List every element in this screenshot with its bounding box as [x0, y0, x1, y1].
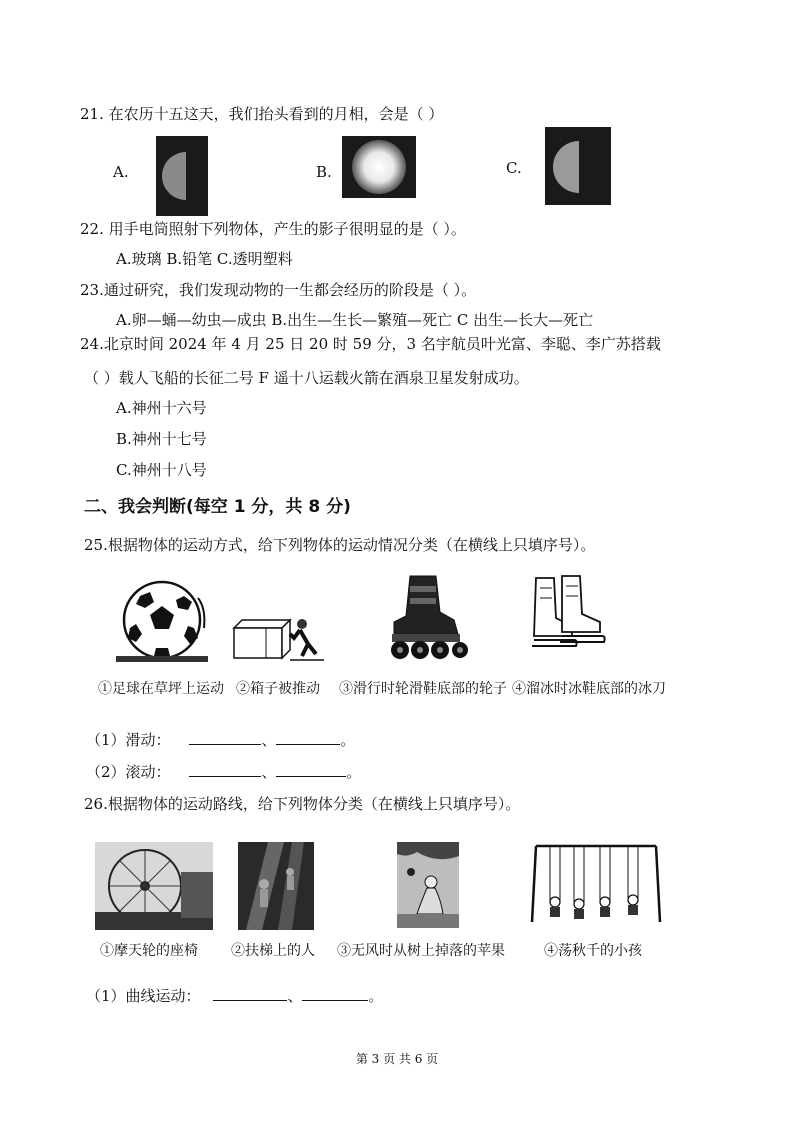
soccer-ball-image — [112, 578, 212, 664]
q25-caption-2: ②箱子被推动 — [236, 681, 320, 697]
q25-caption-4: ④溜冰时冰鞋底部的冰刀 — [512, 681, 666, 697]
q26-curve-label: （1）曲线运动： — [86, 987, 201, 1005]
question-24-option-b: B.神州十七号 — [116, 430, 207, 448]
question-22: 22. 用手电筒照射下列物体，产生的影子很明显的是（ ）。 — [80, 220, 466, 238]
pushing-box-image — [232, 610, 328, 666]
swing-children-image — [530, 842, 662, 924]
q26-curve-line — [86, 986, 383, 1006]
separator: 、 — [261, 763, 277, 781]
q25-rolling-blank-1[interactable] — [189, 762, 261, 777]
page-footer: 第 3 页 共 6 页 — [355, 1052, 439, 1066]
q26-curve-blank-1[interactable] — [213, 986, 287, 1001]
period: 。 — [346, 763, 362, 781]
q26-caption-4: ④荡秋千的小孩 — [544, 943, 642, 959]
separator: 、 — [261, 731, 277, 749]
question-26: 26.根据物体的运动路线，给下列物体分类（在横线上只填序号）。 — [84, 795, 521, 813]
option-c-label: C. — [506, 159, 522, 177]
question-24-option-c: C.神州十八号 — [116, 461, 207, 479]
section-2-title: 二、我会判断(每空 1 分，共 8 分) — [84, 497, 351, 517]
option-a-label: A. — [113, 163, 129, 181]
question-24-line-1: 24.北京时间 2024 年 4 月 25 日 20 时 59 分，3 名宇航员叶光富、李聪、李广苏搭载 — [80, 335, 661, 353]
moon-phase-b-image — [342, 136, 416, 198]
q25-rolling-line — [86, 762, 361, 782]
escalator-image — [238, 842, 314, 930]
q25-sliding-label: （1）滑动： — [86, 731, 171, 749]
q25-sliding-blank-1[interactable] — [189, 730, 261, 745]
question-24-option-a: A.神州十六号 — [116, 399, 207, 417]
period: 。 — [340, 731, 356, 749]
q26-caption-3: ③无风时从树上掉落的苹果 — [337, 943, 505, 959]
option-b-label: B. — [316, 163, 332, 181]
q25-rolling-label: （2）滚动： — [86, 763, 171, 781]
moon-phase-a-image — [156, 136, 208, 216]
q25-caption-3: ③滑行时轮滑鞋底部的轮子 — [339, 681, 507, 697]
question-23: 23.通过研究，我们发现动物的一生都会经历的阶段是（ ）。 — [80, 281, 477, 299]
q26-caption-2: ②扶梯上的人 — [231, 943, 315, 959]
falling-apple-image — [397, 842, 459, 928]
q26-curve-blank-2[interactable] — [302, 986, 368, 1001]
period: 。 — [368, 987, 384, 1005]
q25-rolling-blank-2[interactable] — [276, 762, 346, 777]
q25-caption-1: ①足球在草坪上运动 — [98, 681, 224, 697]
roller-skate-image — [380, 572, 470, 662]
ferris-wheel-image — [95, 842, 213, 930]
q25-sliding-blank-2[interactable] — [276, 730, 340, 745]
question-23-options: A.卵—蛹—幼虫—成虫 B.出生—生长—繁殖—死亡 C 出生—长大—死亡 — [116, 311, 594, 329]
moon-phase-c-image — [545, 127, 611, 205]
q26-caption-1: ①摩天轮的座椅 — [100, 943, 198, 959]
separator: 、 — [287, 987, 303, 1005]
ice-skates-image — [528, 572, 608, 654]
q25-sliding-line — [86, 730, 355, 750]
question-24-line-2: （ ）载人飞船的长征二号 F 遥十八运载火箭在酒泉卫星发射成功。 — [84, 369, 529, 387]
question-25: 25.根据物体的运动方式，给下列物体的运动情况分类（在横线上只填序号）。 — [84, 536, 596, 554]
question-21: 21. 在农历十五这天，我们抬头看到的月相，会是（ ） — [80, 105, 444, 123]
question-22-options: A.玻璃 B.铅笔 C.透明塑料 — [116, 250, 293, 268]
